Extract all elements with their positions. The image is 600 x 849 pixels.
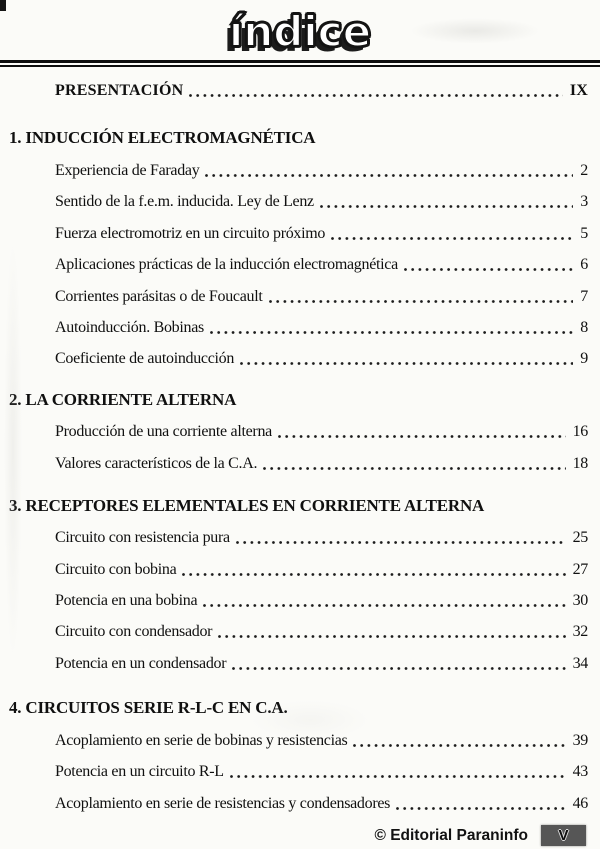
dot-leader — [182, 573, 565, 576]
entry-title: Circuito con condensador — [55, 623, 213, 641]
entry-title: Circuito con resistencia pura — [55, 529, 230, 547]
scan-corner-artifact — [0, 0, 6, 11]
page-footer — [0, 825, 588, 847]
toc-entry — [55, 730, 588, 751]
dot-leader — [269, 300, 574, 303]
page-number-badge — [541, 825, 586, 846]
dot-leader — [210, 331, 573, 334]
entry-page-number: 25 — [572, 529, 588, 547]
section-heading-2: 2. LA CORRIENTE ALTERNA — [9, 389, 237, 409]
section-heading-1: 1. INDUCCIÓN ELECTROMAGNÉTICA — [9, 128, 316, 147]
entry-page-number: 9 — [580, 350, 588, 368]
dot-leader — [404, 268, 573, 271]
dot-leader — [230, 775, 566, 778]
dot-leader — [396, 807, 566, 810]
double-rule-divider — [0, 60, 600, 67]
entry-title: Experiencia de Faraday — [55, 162, 200, 179]
entry-title: Potencia en una bobina — [55, 592, 198, 610]
entry-page-number: 5 — [580, 224, 588, 242]
dot-leader — [205, 174, 573, 177]
dot-leader — [236, 541, 566, 544]
dot-leader — [278, 435, 566, 438]
dot-leader — [353, 744, 565, 747]
toc-entry — [55, 421, 588, 442]
table-of-contents — [0, 80, 600, 847]
toc-entry — [55, 160, 588, 181]
entry-title: Potencia en un circuito R-L — [55, 763, 224, 781]
dot-leader — [189, 94, 562, 97]
toc-entry — [55, 653, 588, 674]
entry-page-number: 43 — [572, 763, 588, 781]
entry-page-number: 34 — [572, 654, 588, 672]
title-bar — [0, 0, 600, 60]
entry-title: Coeficiente de autoinducción — [55, 350, 235, 368]
toc-entry — [55, 590, 588, 611]
entry-page-number: 3 — [580, 193, 588, 211]
toc-entry — [55, 286, 588, 307]
dot-leader — [240, 362, 573, 365]
entry-title: Acoplamiento en serie de resistencias y condensadores — [55, 794, 391, 812]
entry-page-number: 39 — [572, 731, 588, 749]
toc-entry — [55, 453, 588, 474]
toc-entry — [55, 527, 588, 548]
entry-title: Acoplamiento en serie de bobinas y resistencias — [55, 731, 348, 749]
footer-copyright: © Editorial Paraninfo — [374, 826, 528, 844]
page-title: índice — [228, 7, 372, 56]
entry-page-number: 27 — [572, 560, 588, 578]
entry-title: Circuito con bobina — [55, 560, 177, 578]
dot-leader — [203, 604, 565, 607]
entry-title: PRESENTACIÓN — [55, 82, 184, 99]
entry-title: Sentido de la f.e.m. inducida. Ley de Lenz — [55, 193, 314, 211]
toc-entry — [55, 348, 588, 369]
entry-page-number: 18 — [572, 454, 588, 472]
toc-entry — [55, 223, 588, 244]
dot-leader — [263, 467, 565, 470]
dot-leader — [331, 237, 573, 240]
toc-entry — [55, 793, 588, 814]
entry-page-number: 2 — [580, 162, 588, 179]
toc-entry — [55, 191, 588, 212]
entry-page-number: 32 — [572, 623, 588, 641]
dot-leader — [218, 635, 565, 638]
entry-page-number: IX — [569, 82, 588, 99]
entry-title: Fuerza electromotriz en un circuito próximo — [55, 224, 326, 242]
section-heading-3: 3. RECEPTORES ELEMENTALES EN CORRIENTE ALTERNA — [9, 495, 485, 515]
toc-entry — [55, 621, 588, 642]
entry-title: Valores característicos de la C.A. — [55, 454, 258, 472]
entry-page-number: 6 — [580, 256, 588, 274]
toc-entry — [55, 761, 588, 782]
entry-page-number: 7 — [580, 287, 588, 305]
entry-title: Autoinducción. Bobinas — [55, 318, 204, 336]
entry-page-number: 30 — [572, 592, 588, 610]
dot-leader — [320, 205, 573, 208]
page-number: V — [558, 827, 569, 845]
toc-entry-presentacion — [55, 80, 588, 101]
entry-title: Aplicaciones prácticas de la inducción electromagnética — [55, 256, 398, 274]
toc-entry — [55, 254, 588, 275]
entry-title: Producción de una corriente alterna — [55, 423, 272, 441]
entry-page-number: 8 — [580, 318, 588, 336]
toc-entry — [55, 317, 588, 338]
entry-title: Corrientes parásitas o de Foucault — [55, 287, 263, 305]
entry-title: Potencia en un condensador — [55, 654, 227, 672]
entry-page-number: 46 — [572, 794, 588, 812]
entry-page-number: 16 — [572, 423, 588, 441]
dot-leader — [232, 667, 565, 670]
section-heading-4: 4. CIRCUITOS SERIE R-L-C EN C.A. — [9, 698, 288, 718]
toc-entry — [55, 559, 588, 580]
